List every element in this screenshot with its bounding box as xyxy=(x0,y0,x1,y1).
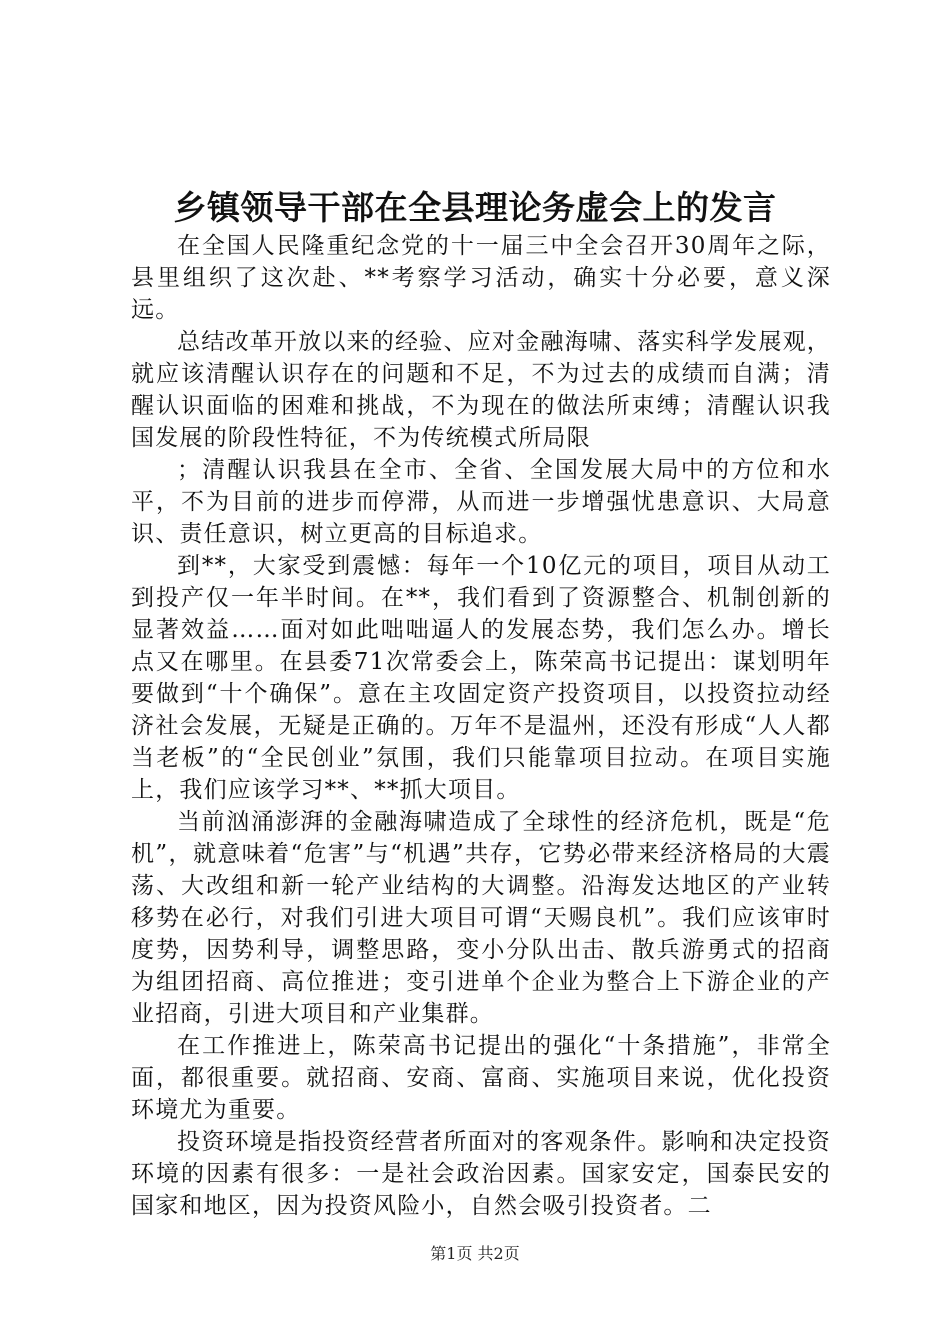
paragraph: 在全国人民隆重纪念党的十一届三中全会召开30周年之际，县里组织了这次赴、**考察学习活动，确实十分必要，意义深远。 xyxy=(131,233,831,323)
document-title: 乡镇领导干部在全县理论务虚会上的发言 xyxy=(173,188,777,227)
paragraph: 总结改革开放以来的经验、应对金融海啸、落实科学发展观，就应该清醒认识存在的问题和不足，不为过去的成绩而自满；清醒认识面临的困难和挑战，不为现在的做法所束缚；清醒认识我国发展的阶段性特征，不为传统模式所局限 xyxy=(131,329,831,451)
document-body xyxy=(131,230,831,1222)
paragraph: 到**，大家受到震憾：每年一个10亿元的项目，项目从动工到投产仅一年半时间。在**，我们看到了资源整合、机制创新的显著效益……面对如此咄咄逼人的发展态势，我们怎么办。增长点又在哪里。在县委71次常委会上，陈荣高书记提出：谋划明年要做到“十个确保”。意在主攻固定资产投资项目，以投资拉动经济社会发展，无疑是正确的。万年不是温州，还没有形成“人人都当老板”的“全民创业”氛围，我们只能靠项目拉动。在项目实施上，我们应该学习**、**抓大项目。 xyxy=(131,553,831,803)
paragraph: 当前汹涌澎湃的金融海啸造成了全球性的经济危机，既是“危机”，就意味着“危害”与“机遇”共存，它势必带来经济格局的大震荡、大改组和新一轮产业结构的大调整。沿海发达地区的产业转移势在必行，对我们引进大项目可谓“天赐良机”。我们应该审时度势，因势利导，调整思路，变小分队出击、散兵游勇式的招商为组团招商、高位推进；变引进单个企业为整合上下游企业的产业招商，引进大项目和产业集群。 xyxy=(131,809,831,1027)
page-number-footer: 第1页 共2页 xyxy=(430,1244,520,1263)
paragraph: ；清醒认识我县在全市、全省、全国发展大局中的方位和水平，不为目前的进步而停滞，从而进一步增强忧患意识、大局意识、责任意识，树立更高的目标追求。 xyxy=(131,457,831,547)
paragraph: 投资环境是指投资经营者所面对的客观条件。影响和决定投资环境的因素有很多：一是社会政治因素。国家安定，国泰民安的国家和地区，因为投资风险小，自然会吸引投资者。二 xyxy=(131,1129,831,1219)
paragraph: 在工作推进上，陈荣高书记提出的强化“十条措施”，非常全面，都很重要。就招商、安商、富商、实施项目来说，优化投资环境尤为重要。 xyxy=(131,1033,831,1123)
